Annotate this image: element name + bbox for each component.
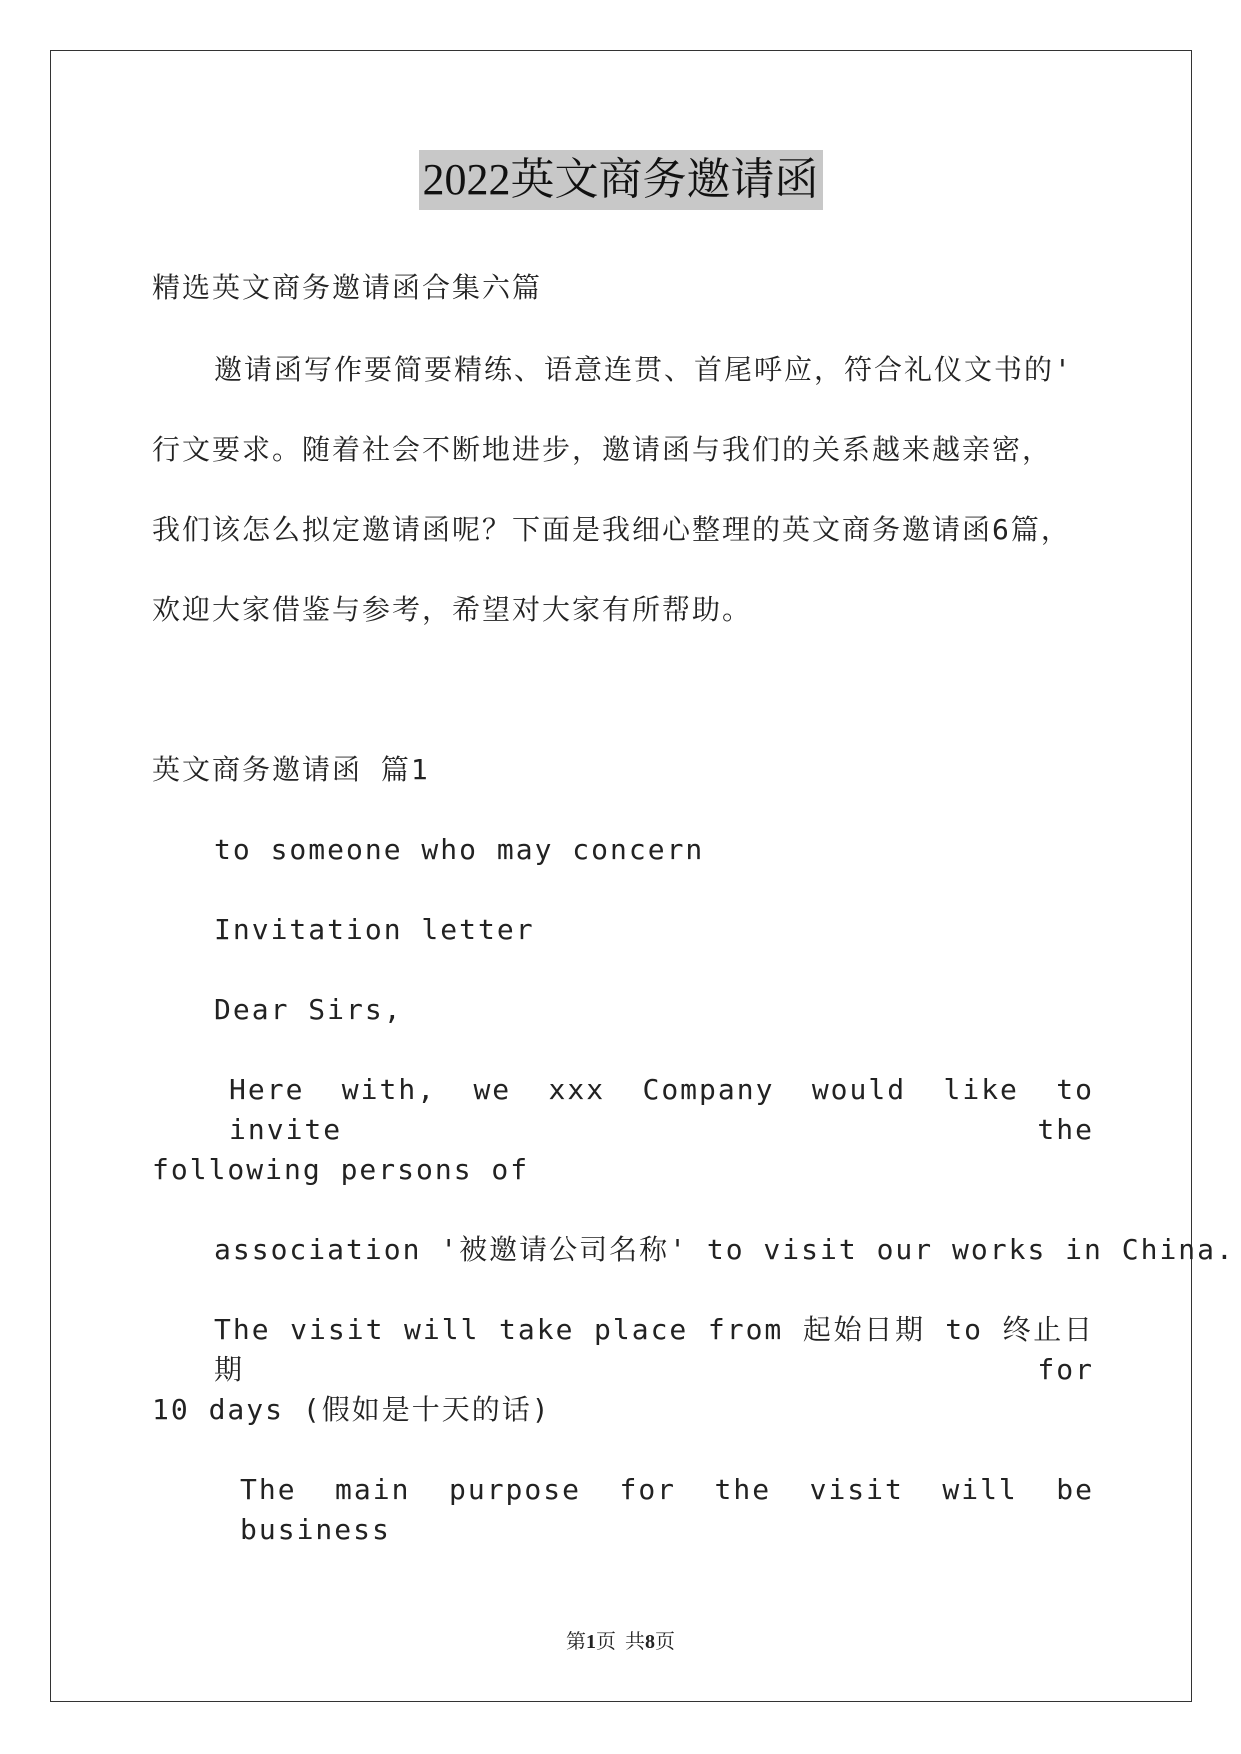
letter-line-heading: Invitation letter bbox=[214, 913, 535, 946]
letter-line-recipient: to someone who may concern bbox=[214, 833, 705, 866]
footer-suffix: 页 bbox=[655, 1631, 675, 1653]
intro-line-3: 我们该怎么拟定邀请函呢？下面是我细心整理的英文商务邀请函6篇， bbox=[152, 513, 1071, 546]
footer-total-pages: 8 bbox=[645, 1631, 655, 1653]
page-footer bbox=[0, 1625, 1241, 1654]
footer-page-number: 1 bbox=[586, 1631, 596, 1653]
section-heading: 英文商务邀请函 篇1 bbox=[152, 753, 430, 786]
intro-line-2: 行文要求。随着社会不断地进步，邀请函与我们的关系越来越亲密， bbox=[152, 433, 1053, 466]
intro-line-1: 邀请函写作要简要精练、语意连贯、首尾呼应，符合礼仪文书的' bbox=[214, 353, 1073, 386]
footer-middle: 页 共 bbox=[596, 1631, 645, 1653]
letter-line-7: The visit will take place from 起始日期 to 终止日期 for bbox=[214, 1313, 1094, 1386]
letter-line-6: association '被邀请公司名称' to visit our works in China. bbox=[214, 1233, 1235, 1266]
footer-prefix: 第 bbox=[566, 1631, 586, 1653]
letter-line-5: following persons of bbox=[152, 1153, 530, 1186]
intro-line-4: 欢迎大家借鉴与参考，希望对大家有所帮助。 bbox=[152, 593, 753, 626]
letter-line-salutation: Dear Sirs, bbox=[214, 993, 403, 1026]
letter-line-9: The main purpose for the visit will be business bbox=[240, 1473, 1094, 1546]
letter-line-4: Here with, we xxx Company would like to invite the bbox=[229, 1073, 1094, 1146]
document-subtitle: 精选英文商务邀请函合集六篇 bbox=[152, 271, 543, 304]
letter-line-8: 10 days (假如是十天的话) bbox=[152, 1393, 551, 1426]
page-title: 2022英文商务邀请函 bbox=[419, 150, 823, 210]
title-container bbox=[0, 150, 1241, 210]
